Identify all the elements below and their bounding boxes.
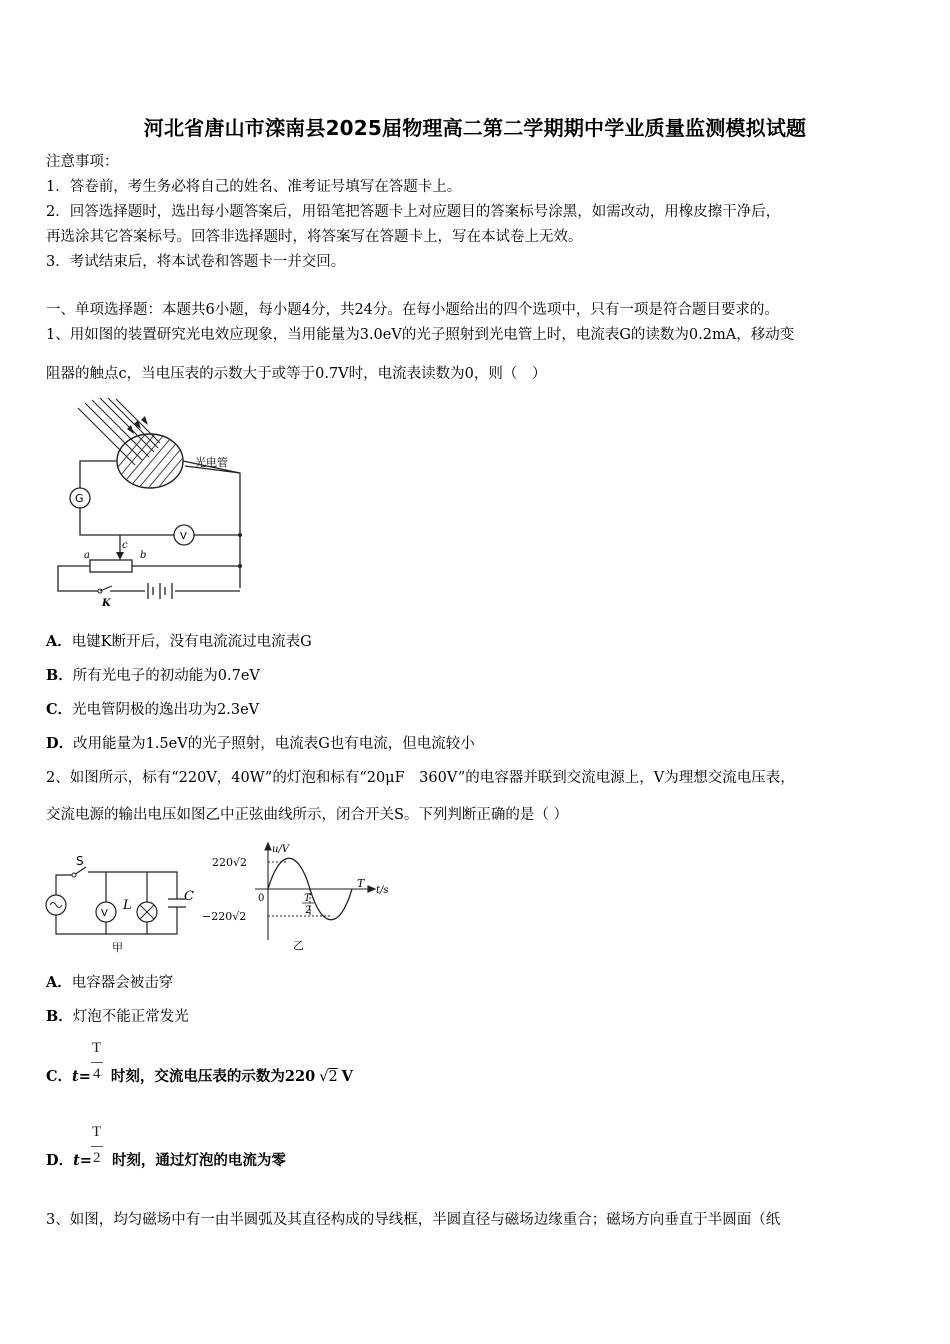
origin-label: 0 [258,893,265,904]
switch-lever [100,586,112,591]
ymin-label: −220√2 [202,910,247,923]
option-key: B． [46,1008,73,1025]
phototube-label: 光电管 [195,456,228,469]
option-key: C． [46,1068,73,1085]
question-2-stem-line-2: 交流电源的输出电压如图乙中正弦曲线所示，闭合开关S。下列判断正确的是（ ） [46,807,569,823]
root-value: 2 [328,1069,338,1085]
label-a: a [84,550,90,561]
figure-caption-jia: 甲 [112,941,123,954]
label-s: S [76,854,84,868]
option-text: 灯泡不能正常发光 [72,1009,189,1025]
notice-heading: 注意事项： [46,154,119,170]
notice-item: 2．回答选择题时，选出每小题答案后，用铅笔把答题卡上对应题目的答案标号涂黑，如需改动，用橡皮擦干净后， [46,204,781,220]
notice-item: 3．考试结束后，将本试卷和答题卡一并交回。 [46,254,346,270]
section-heading: 一、单项选择题：本题共6小题，每小题4分，共24分。在每小题给出的四个选项中，只有一项是符合题目要求的。 [46,302,779,318]
voltmeter-label: V [101,908,108,919]
page-title: 河北省唐山市滦南县2025届物理高二第二学期期中学业质量监测模拟试题 [143,116,807,140]
option-key: D． [46,735,74,752]
wires [58,461,240,591]
galvanometer-label: G [75,492,84,505]
fraction-numerator: T [92,1124,102,1140]
option-text: 电键K断开后，没有电流流过电流表G [71,634,312,650]
arrow-heads [127,416,148,434]
option-text: 时刻，交流电压表的示数为220 [110,1068,316,1085]
t-arrow [368,886,375,892]
sqrt-symbol: √ [319,1069,329,1085]
y-axis-label: u/V [272,844,290,855]
option-unit: V [341,1068,353,1085]
option-time-prefix: t= [73,1152,92,1169]
voltage-waveform-figure [200,840,395,955]
fraction-numerator: T [92,1040,102,1056]
half-period-num: T [304,893,311,904]
t-axis-label: t/s [376,885,389,896]
fraction-denominator: 2 [93,1150,101,1166]
question-1-stem-line-2: 阻器的触点c，当电压表的示数大于或等于0.7V时，电流表读数为0，则（ ） [46,366,547,382]
figure-caption-yi: 乙 [293,939,304,952]
option-b[interactable] [46,666,260,686]
slider-contact [116,552,124,560]
option-text: 所有光电子的初动能为0.7eV [72,668,260,684]
option-c[interactable] [46,700,259,720]
label-c: C [184,889,194,904]
option-text: 改用能量为1.5eV的光子照射，电流表G也有电流，但电流较小 [73,736,475,752]
option-key: A． [46,974,72,991]
option-key: B． [46,667,73,684]
notice-item: 再选涂其它答案标号。回答非选择题时，将答案写在答题卡上，写在本试卷上无效。 [46,229,583,245]
label-b: b [140,550,147,561]
ymax-label: 220√2 [212,856,248,869]
wires [56,867,186,934]
option-key: A． [46,633,72,650]
option-time-prefix: t= [72,1068,91,1085]
battery [148,583,172,599]
label-l: L [123,898,132,913]
half-period-den: 2 [305,905,312,916]
option-d[interactable] [46,1151,286,1171]
question-2-stem-line-1: 2、如图所示，标有“220V，40W”的灯泡和标有“20μF 360V”的电容器并联到交流电源上，V为理想交流电压表， [46,770,795,786]
option-key: C． [46,701,73,718]
option-b[interactable] [46,1007,189,1027]
phototube [117,434,183,488]
voltmeter-label: V [180,531,187,542]
ac-circuit-figure [42,850,202,955]
question-1-stem-line-1: 1、用如图的装置研究光电效应现象，当用能量为3.0eV的光子照射到光电管上时，电流表G的读数为0.2mA，移动变 [46,327,795,343]
period-label: T [357,877,365,890]
notice-item: 1．答卷前，考生务必将自己的姓名、准考证号填写在答题卡上。 [46,179,462,195]
light-rays [78,398,160,465]
option-a[interactable] [46,973,173,993]
option-text: 时刻，通过灯泡的电流为零 [111,1152,286,1169]
option-d[interactable] [46,734,475,754]
question-3-stem-line-1: 3、如图，均匀磁场中有一由半圆弧及其直径构成的导线框，半圆直径与磁场边缘重合；磁场方向垂直于半圆面（纸 [46,1212,781,1228]
rheostat [90,560,132,572]
option-text: 光电管阴极的逸出功为2.3eV [72,702,260,718]
fraction-denominator: 4 [93,1066,101,1082]
photoelectric-circuit-figure [50,398,260,613]
option-text: 电容器会被击穿 [71,975,174,991]
label-c: c [122,540,128,551]
label-k: K [102,598,111,609]
option-key: D． [46,1152,74,1169]
option-a[interactable] [46,632,312,652]
y-arrow [265,843,271,850]
